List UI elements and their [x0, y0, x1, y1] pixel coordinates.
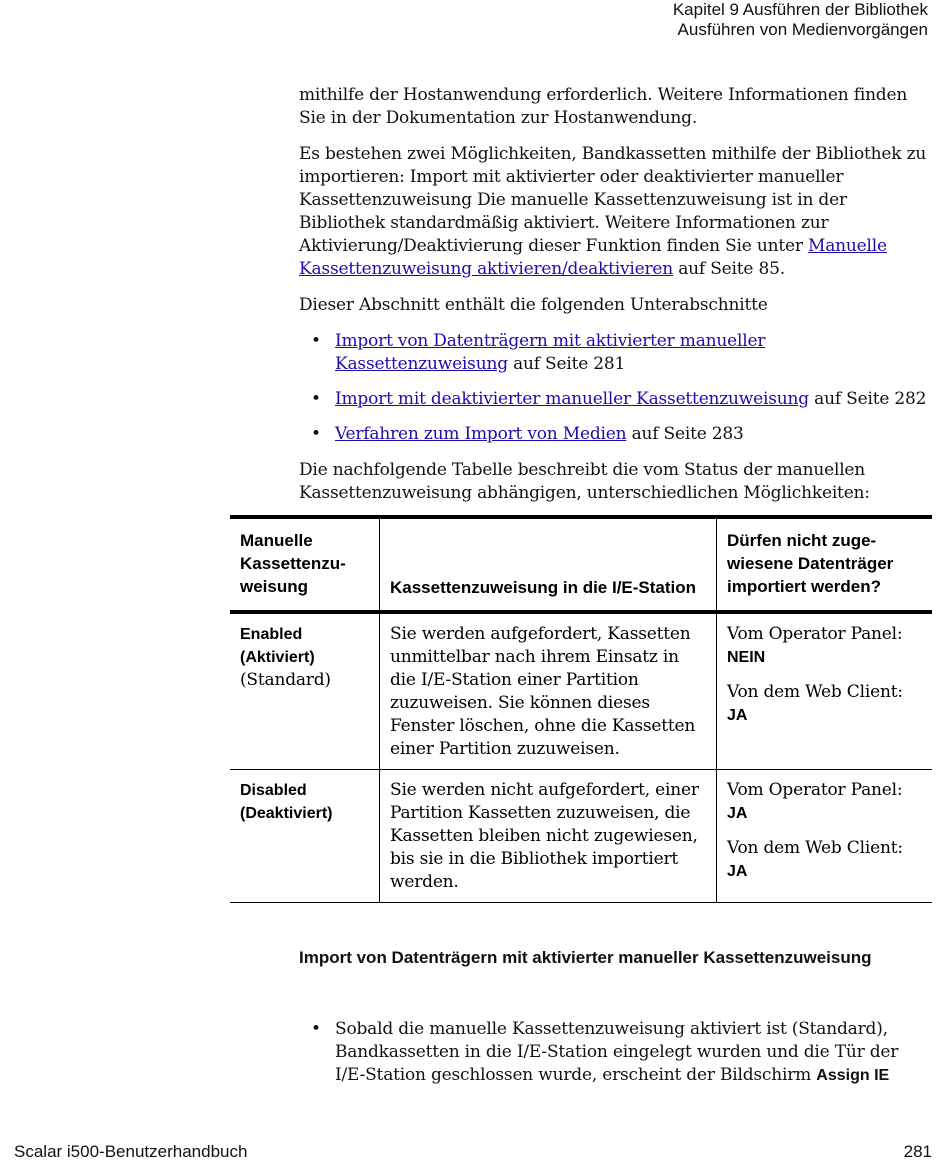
bullet-icon: • [311, 389, 321, 409]
section-heading: Import von Datenträgern mit aktivierter manueller Kassettenzuweisung [299, 948, 872, 967]
header-unassigned-import: Dürfen nicht zuge- wiesene Datenträger importiert werden? [717, 517, 933, 612]
intro-paragraph-2-suffix: auf Seite 85. [673, 259, 785, 279]
description-cell: Sie werden aufgefordert, Kassetten unmittelbar nach ihrem Einsatz in die I/E-Station einer Partition zuzuweisen. Sie können dieses Fenster löschen, ohne die Kassetten einer Partition zuzuweisen. [380, 612, 717, 770]
footer-page-number: 281 [903, 1142, 932, 1161]
header-manual-assignment: Manuelle Kassettenzu- weisung [240, 531, 346, 596]
header-ie-assignment: Kassettenzuweisung in die I/E-Station [380, 517, 717, 612]
intro-paragraph-2-text: Es bestehen zwei Möglichkeiten, Bandkassetten mithilfe der Bibliothek zu importieren: Import mit aktivierter oder deaktivierter manueller Kassettenzuweisung Die manuelle Kassettenzuweisung ist in der Bibliothek standardmäßig aktiviert. Weitere Informationen zur Aktivierung/Deaktivierung dieser Funktion finden Sie unter [299, 144, 927, 256]
state-label: Enabled (Aktiviert) [240, 626, 315, 666]
table-row [230, 770, 932, 903]
web-label: Von dem Web Client: [727, 682, 903, 702]
subsection-link-disabled-import[interactable]: Import mit deaktivierter manueller Kassettenzuweisung [335, 389, 809, 409]
state-note: (Standard) [240, 670, 331, 690]
state-label: Disabled (Deaktiviert) [240, 782, 333, 822]
list-item [299, 423, 939, 446]
bullet-icon: • [311, 331, 321, 351]
subsection-link-import-procedure[interactable]: Verfahren zum Import von Medien [335, 424, 627, 444]
subsection-link-enabled-import[interactable]: Import von Datenträgern mit aktivierter manueller Kassettenzuweisung [335, 331, 766, 374]
state-cell [230, 770, 380, 903]
web-label: Von dem Web Client: [727, 838, 903, 858]
web-value: JA [727, 707, 748, 724]
assign-ie-screen-name: Assign IE [816, 1067, 890, 1084]
web-value: JA [727, 863, 748, 880]
section-title: Ausführen von Medienvorgängen [677, 20, 928, 39]
panel-value: NEIN [727, 649, 766, 666]
list-item [299, 330, 939, 376]
section-bullet-text: Sobald die manuelle Kassettenzuweisung aktiviert ist (Standard), Bandkassetten in die I/E-Station eingelegt wurden und die Tür der I/E-Station geschlossen wurde, erscheint der Bildschirm [335, 1019, 899, 1085]
table-intro: Die nachfolgende Tabelle beschreibt die vom Status der manuellen Kassettenzuweisung abhängigen, unterschiedlichen Möglichkeiten: [299, 460, 870, 503]
intro-paragraph-3: Dieser Abschnitt enthält die folgenden Unterabschnitte [299, 295, 768, 315]
permission-cell [717, 770, 933, 903]
running-header [673, 0, 928, 40]
panel-label: Vom Operator Panel: [727, 780, 903, 800]
list-item [299, 388, 939, 411]
manual-assignment-link[interactable]: Manuelle Kassettenzuweisung aktivieren/deaktivieren [299, 236, 887, 279]
page-reference: auf Seite 283 [626, 424, 744, 444]
section-bullet-list [299, 1018, 919, 1099]
bullet-icon: • [311, 1019, 321, 1039]
intro-paragraph-1: mithilfe der Hostanwendung erforderlich. Weitere Informationen finden Sie in der Dokumentation zur Hostanwendung. [299, 85, 908, 128]
page-reference: auf Seite 282 [808, 389, 927, 409]
assignment-comparison-table [230, 515, 932, 903]
subsection-list [299, 330, 939, 458]
table-header-row [230, 517, 932, 612]
state-cell [230, 612, 380, 770]
page-reference: auf Seite 281 [507, 354, 626, 374]
panel-value: JA [727, 805, 748, 822]
list-item [299, 1018, 919, 1087]
table-row [230, 612, 932, 770]
footer-manual-title: Scalar i500-Benutzerhandbuch [14, 1142, 248, 1161]
permission-cell [717, 612, 933, 770]
panel-label: Vom Operator Panel: [727, 624, 903, 644]
bullet-icon: • [311, 424, 321, 444]
intro-paragraph-2 [299, 143, 933, 281]
chapter-title: Kapitel 9 Ausführen der Bibliothek [672, 0, 928, 19]
description-cell: Sie werden nicht aufgefordert, einer Partition Kassetten zuzuweisen, die Kassetten bleiben nicht zugewiesen, bis sie in die Bibliothek importiert werden. [380, 770, 717, 903]
